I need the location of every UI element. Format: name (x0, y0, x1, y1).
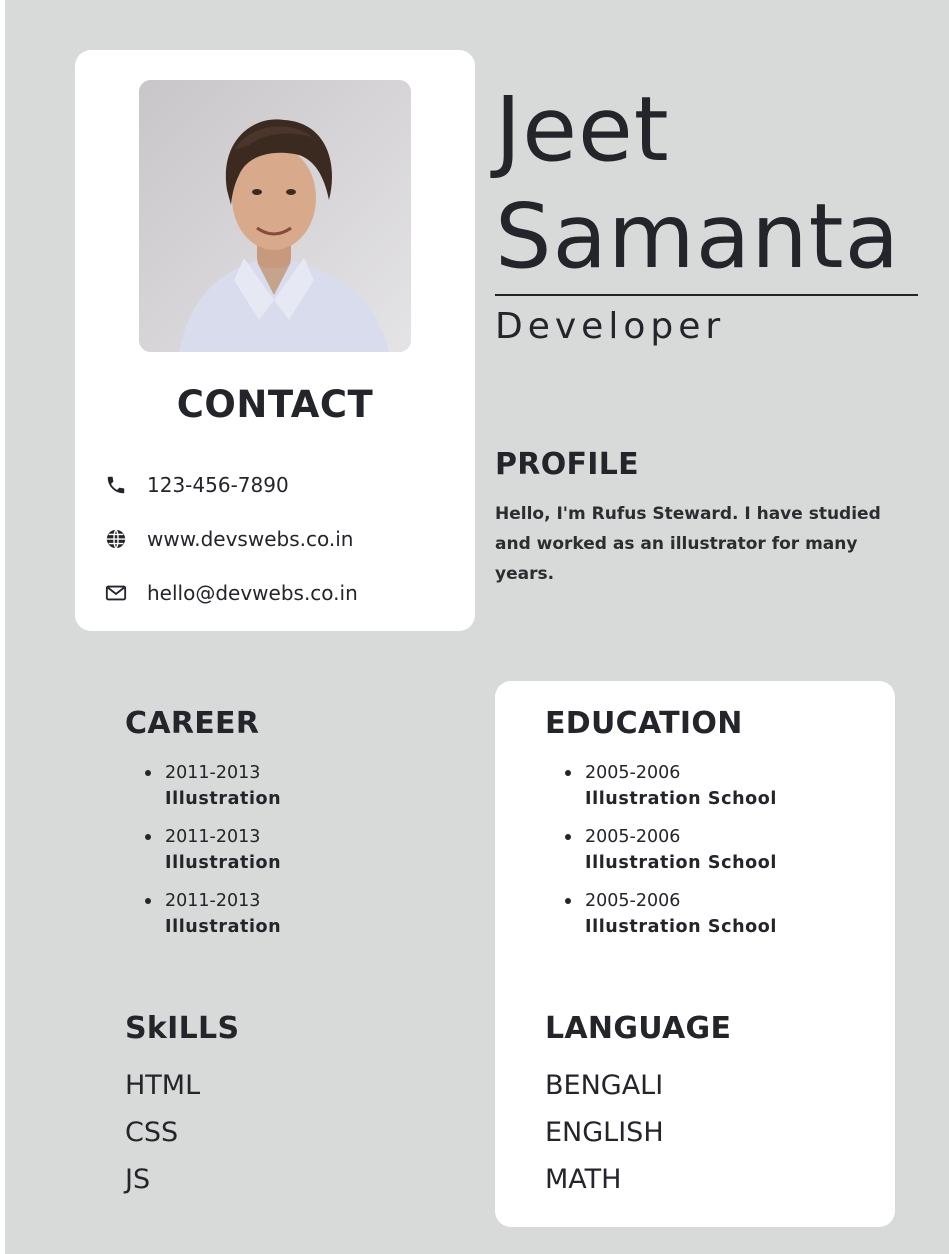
list-item (545, 888, 777, 952)
person-name (495, 76, 935, 290)
language-title: LANGUAGE (545, 1011, 732, 1046)
skills-list (125, 1062, 200, 1203)
website-link[interactable]: www.devswebs.co.in (147, 527, 354, 551)
profile-text: Hello, I'm Rufus Steward. I have studied and worked as an illustrator for many years. (495, 504, 881, 584)
profile-photo (139, 80, 411, 352)
name-divider (495, 294, 918, 296)
career-years: 2011-2013 (165, 763, 261, 783)
career-label: Illustration (165, 789, 282, 809)
resume-page (5, 0, 949, 1254)
skill-item: HTML (125, 1070, 201, 1101)
education-label: Illustration School (585, 917, 778, 937)
list-item (125, 888, 281, 952)
education-title: EDUCATION (545, 706, 743, 741)
mail-icon (103, 580, 129, 606)
profile-title: PROFILE (495, 447, 639, 482)
career-label: Illustration (165, 917, 282, 937)
list-item (545, 824, 777, 888)
first-name: Jeet (495, 77, 670, 181)
education-label: Illustration School (585, 789, 778, 809)
education-label: Illustration School (585, 853, 778, 873)
language-list (545, 1062, 664, 1203)
career-title: CAREER (125, 706, 260, 741)
phone-number[interactable]: 123-456-7890 (147, 473, 289, 497)
contact-email (103, 580, 358, 606)
career-label: Illustration (165, 853, 282, 873)
last-name: Samanta (495, 184, 901, 288)
contact-title: CONTACT (176, 383, 374, 426)
career-list (125, 760, 281, 952)
language-item: BENGALI (545, 1070, 664, 1101)
list-item (545, 760, 777, 824)
career-years: 2011-2013 (165, 827, 261, 847)
education-years: 2005-2006 (585, 827, 681, 847)
person-role: Developer (495, 306, 726, 347)
list-item (125, 824, 281, 888)
career-years: 2011-2013 (165, 891, 261, 911)
list-item (125, 760, 281, 824)
globe-icon (103, 526, 129, 552)
education-years: 2005-2006 (585, 763, 681, 783)
education-list (545, 760, 777, 952)
language-item: ENGLISH (545, 1117, 664, 1148)
phone-icon (103, 472, 129, 498)
contact-phone (103, 472, 289, 498)
skills-title: SkILLS (125, 1011, 240, 1046)
education-years: 2005-2006 (585, 891, 681, 911)
skill-item: CSS (125, 1117, 179, 1148)
contact-website (103, 526, 353, 552)
email-link[interactable]: hello@devwebs.co.in (147, 581, 358, 605)
skill-item: JS (125, 1164, 151, 1195)
contact-card (75, 50, 475, 631)
language-item: MATH (545, 1164, 622, 1195)
